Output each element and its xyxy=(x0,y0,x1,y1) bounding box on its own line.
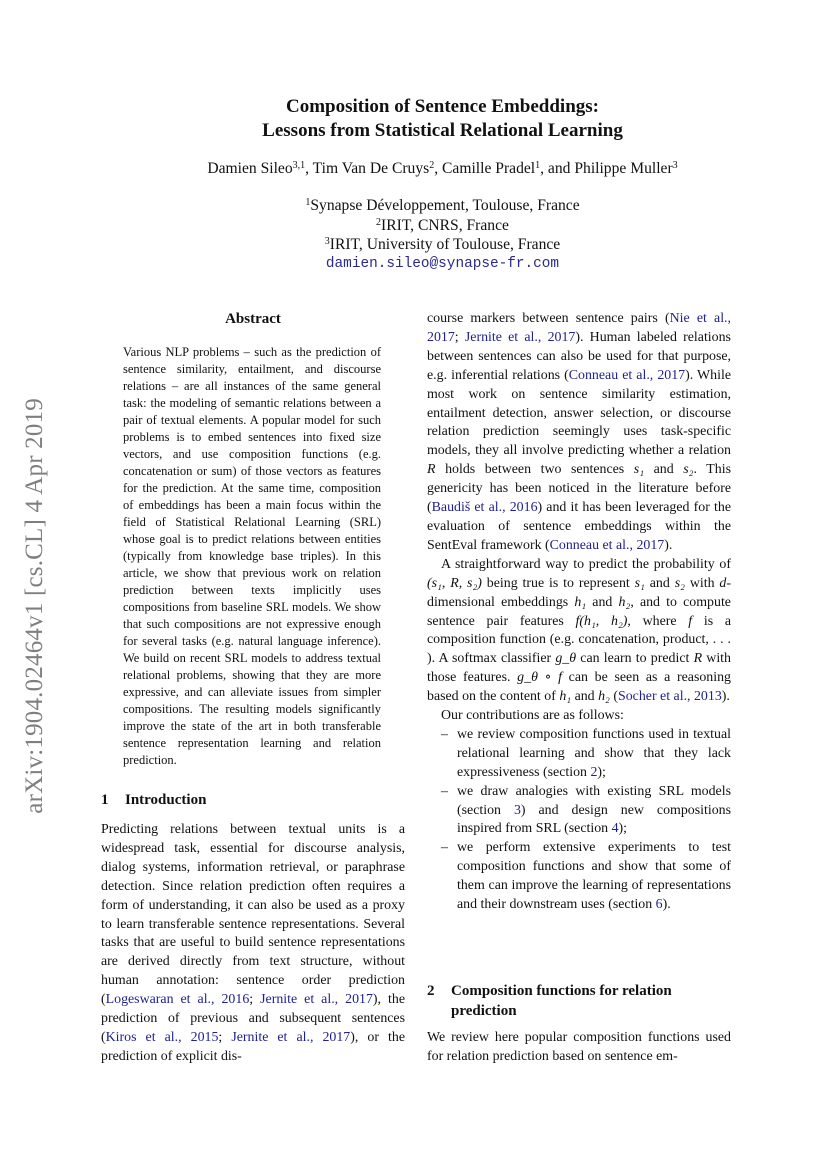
intro-paragraph: Predicting relations between textual units is a widespread task, essential for discourse analysis, dialog systems, information retrieval, or paraphrase detection. Since relation prediction often requires a form of understanding, it can also be used as a proxy to learn transferable sentence representations. Several tasks that are useful to build sentence representations are derived directly from text structure, without human annotation: sentence order prediction (Logeswaran et al., 2016; Jernite et al., 2017), the prediction of previous and subsequent sentences (Kiros et al., 2015; Jernite et al., 2017), or the prediction of explicit dis- xyxy=(101,822,405,1064)
citation-link[interactable]: Conneau et al., 2017 xyxy=(549,537,665,553)
list-item: – we perform extensive experiments to test composition functions and show that some of them can improve the learning of representations and their downstream uses (section 6). xyxy=(427,839,731,915)
section-ref-link[interactable]: 3 xyxy=(513,802,521,818)
citation-link[interactable]: Conneau et al., 2017 xyxy=(568,367,686,383)
citation-link[interactable]: Baudiš et al., 2016 xyxy=(431,500,538,516)
list-item: – we draw analogies with existing SRL models (section 3) and design new compositions inspired from SRL (section 4); xyxy=(427,783,731,840)
citation-link[interactable]: Nie et al., 2017 xyxy=(427,311,731,345)
author: Camille Pradel xyxy=(442,160,536,177)
contributions-list xyxy=(427,726,731,915)
citation-link[interactable]: Jernite et al., 2017 xyxy=(260,992,373,1008)
author-list: Damien Sileo$^{3,1}$, Tim Van De Cruys$^2$, Camille Pradel$^1$, and Philippe Muller$^3$ xyxy=(207,160,678,177)
list-item: – we review composition functions used in textual relational learning and show that they lack expressiveness (section 2); xyxy=(427,726,731,783)
author: Tim Van De Cruys xyxy=(312,160,430,177)
right-column-text xyxy=(427,310,731,915)
affiliations xyxy=(200,196,685,274)
abstract-heading: Abstract xyxy=(225,311,281,327)
paper-title xyxy=(150,95,735,143)
author: Damien Sileo xyxy=(207,160,293,177)
citation-link[interactable]: Kiros et al., 2015 xyxy=(105,1029,219,1045)
paragraph: A straightforward way to predict the probability of (s₁, R, s₂) being true is to represent s₁ and s₂ with d-dimensional embeddings h₁ and h₂, and to compute sentence pair features f(h₁, h₂), where f is a composition function (e.g. concatenation, product, . . . ). A softmax classifier g_θ can learn to predict R with those features. g_θ ∘ f can be seen as a reasoning based on the content of h₁ and h₂ (Socher et al., 2013). xyxy=(427,556,731,705)
affiliation: $^2$IRIT, CNRS, France xyxy=(376,216,509,234)
arxiv-stamp: arXiv:1904.02464v1 [cs.CL] 4 Apr 2019 xyxy=(21,398,48,814)
abstract-text: Various NLP problems – such as the prediction of sentence similarity, entailment, and discourse relations – are all instances of the same general task: the modeling of semantic relations between a pair of textual elements. A popular model for such problems is to embed sentences into fixed size vectors, and use composition functions (e.g. concatenation or sum) of those vectors as features for the prediction. At the same time, composition of embeddings has been a main focus within the field of Statistical Relational Learning (SRL) whose goal is to predict relations between entities (typically from knowledge base triples). In this article, we show that previous work on relation prediction between texts implicitly uses compositions from baseline SRL models. We show that such compositions are not expressive enough for several tasks (e.g. natural language inference). We build on recent SRL models to address textual relational problems, showing that they are more expressive, and can alleviate issues from simpler compositions. The resulting models significantly improve the state of the art in both transferable sentence representation learning and relation prediction. xyxy=(123,345,381,767)
affiliation: $^3$IRIT, University of Toulouse, France xyxy=(324,236,561,253)
citation-link[interactable]: Socher et al., 2013 xyxy=(618,689,722,705)
section-heading-composition-functions: 2 Composition functions for relation prediction xyxy=(427,983,672,1019)
paragraph: course markers between sentence pairs (Nie et al., 2017; Jernite et al., 2017). Human labeled relations between sentences can also be used for that purpose, e.g. inferential relations (Conneau et al., 2017). While most work on sentence similarity estimation, entailment detection, answer selection, or discourse relation prediction seemingly uses task-specific models, they all involve predicting whether a relation R holds between two sentences s₁ and s₂. This genericity has been noticed in the literature before (Baudiš et al., 2016) and it has been leveraged for the evaluation of sentence embeddings within the SentEval framework (Conneau et al., 2017). xyxy=(427,311,731,553)
section-ref-link[interactable]: 6 xyxy=(655,897,663,913)
author: Philippe Muller xyxy=(574,160,673,177)
title-line-2: Lessons from Statistical Relational Learning xyxy=(262,120,623,141)
section-ref-link[interactable]: 4 xyxy=(611,821,619,837)
paragraph: Our contributions are as follows: xyxy=(441,708,624,724)
citation-link[interactable]: Jernite et al., 2017 xyxy=(464,329,576,345)
email-link[interactable]: damien.sileo@synapse-fr.com xyxy=(325,255,560,272)
affiliation: $^1$Synapse Développement, Toulouse, France xyxy=(305,197,580,214)
title-line-1: Composition of Sentence Embeddings: xyxy=(286,96,599,117)
section-heading-introduction: 1 Introduction xyxy=(101,792,207,808)
citation-link[interactable]: Jernite et al., 2017 xyxy=(231,1029,351,1045)
section2-paragraph: We review here popular composition functions used for relation prediction based on sentence em- xyxy=(427,1030,731,1064)
section-ref-link[interactable]: 2 xyxy=(590,764,598,780)
citation-link[interactable]: Logeswaran et al., 2016 xyxy=(105,992,250,1008)
